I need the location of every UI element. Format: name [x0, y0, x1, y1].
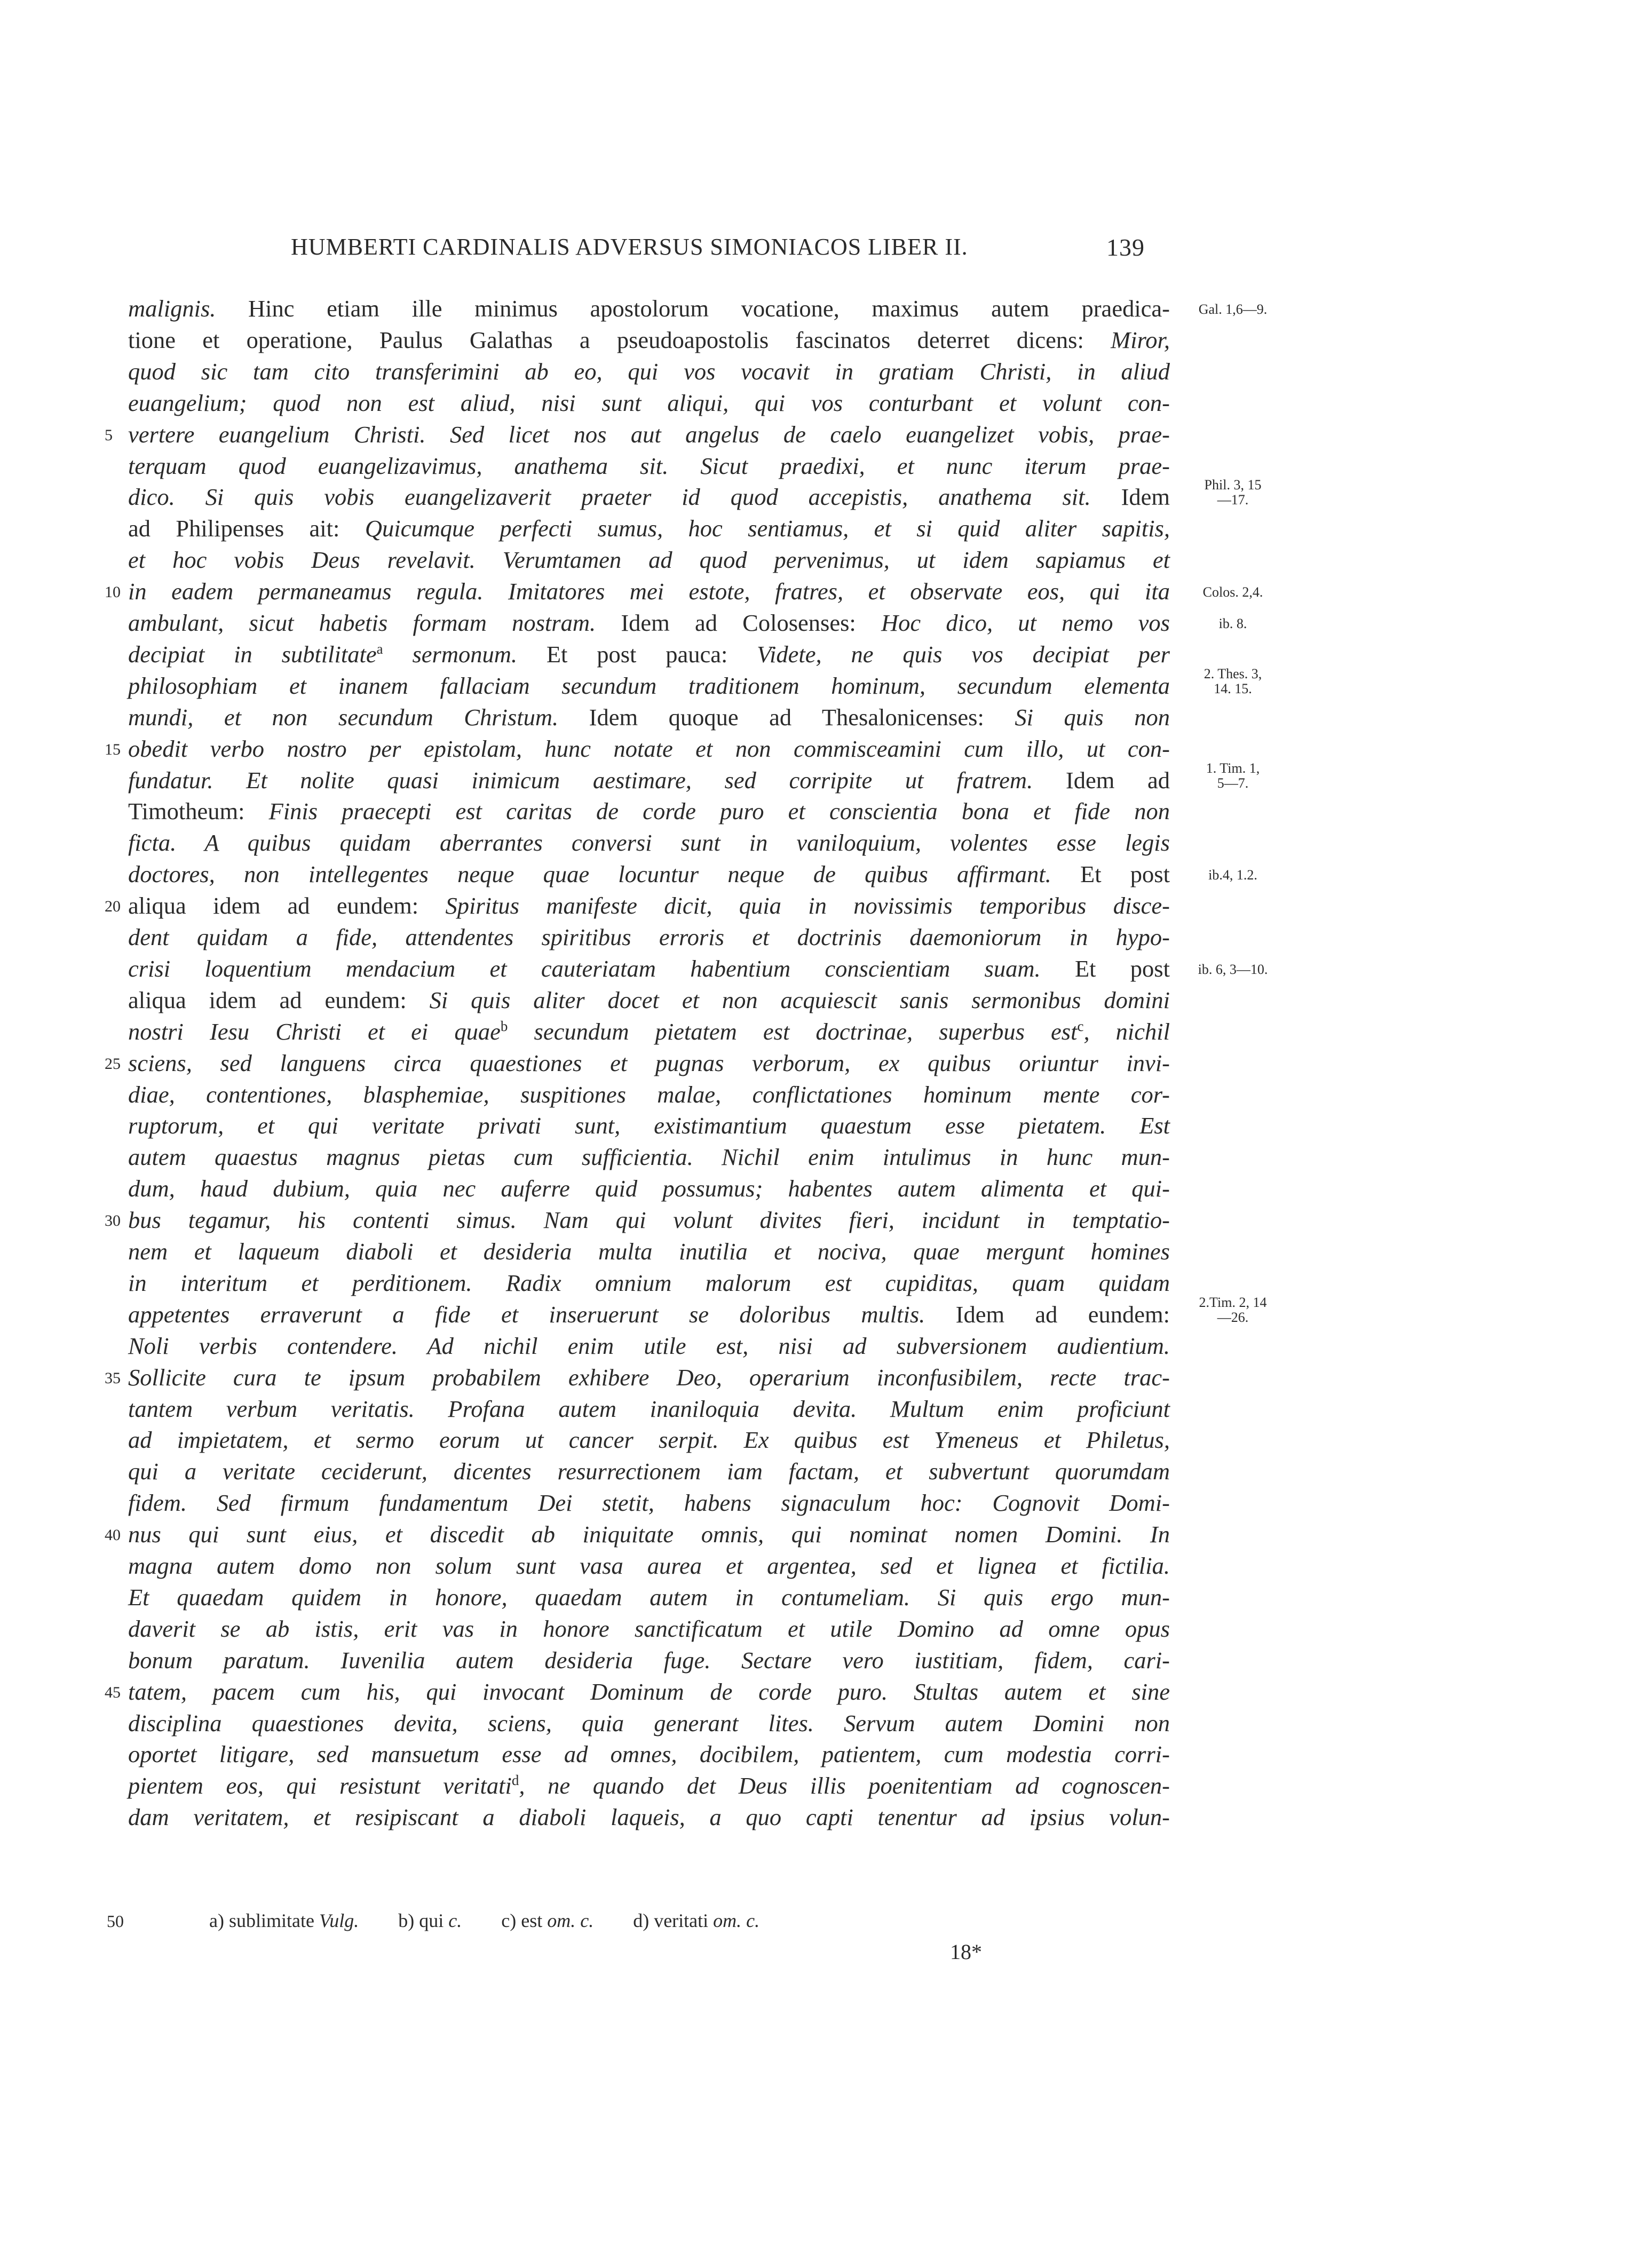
text-line — [128, 1613, 1170, 1645]
marginal-reference — [1179, 1295, 1286, 1325]
marginal-reference-line: —26. — [1217, 1309, 1249, 1325]
text-segment: Idem ad Colosenses: — [596, 609, 881, 636]
marginal-reference — [1179, 868, 1286, 883]
text-segment: , ne quando det Deus illis poenitentiam ad cognoscen- — [519, 1772, 1170, 1799]
line-number: 20 — [105, 898, 121, 916]
text-line — [128, 1770, 1170, 1802]
text-line — [128, 387, 1170, 419]
text-segment: Hinc etiam ille minimus apostolorum vocatione, maximus autem praedica- — [216, 295, 1170, 322]
signature-mark: 18* — [950, 1940, 982, 1964]
footnotes — [209, 1909, 799, 1932]
text-line — [128, 575, 1170, 607]
text-line — [128, 1235, 1170, 1267]
text-line — [128, 1801, 1170, 1833]
footnote-text: c) est — [501, 1910, 548, 1931]
text-line — [128, 638, 1170, 670]
text-line — [128, 827, 1170, 859]
text-line — [128, 1644, 1170, 1676]
text-line — [128, 795, 1170, 827]
text-segment: diae, contentiones, blasphemiae, suspitiones malae, conflictationes hominum mente cor- — [128, 1081, 1170, 1108]
text-segment: in eadem permaneamus regula. Imitatores mei estote, fratres, et observate eos, qui ita — [128, 578, 1170, 605]
text-segment: euangelium; quod non est aliud, nisi sunt aliqui, qui vos conturbant et volunt con- — [128, 389, 1170, 416]
text-line — [128, 1393, 1170, 1425]
text-segment: dum, haud dubium, quia nec auferre quid possumus; habentes autem alimenta et qui- — [128, 1175, 1170, 1202]
text-segment: tatem, pacem cum his, qui invocant Dominum de corde puro. Stultas autem et sine — [128, 1678, 1170, 1705]
footnote-marker: d — [511, 1772, 519, 1789]
marginal-reference — [1179, 962, 1286, 977]
line-number: 25 — [105, 1054, 121, 1073]
text-line — [128, 544, 1170, 576]
footnote — [501, 1910, 593, 1931]
text-segment: quod sic tam cito transferimini ab eo, qui vos vocavit in gratiam Christi, in aliud — [128, 358, 1170, 385]
text-segment: Sollicite cura te ipsum probabilem exhibere Deo, operarium inconfusibilem, recte trac- — [128, 1363, 1170, 1391]
text-segment: fundatur. Et nolite quasi inimicum aestimare, sed corripite ut fratrem. — [128, 766, 1033, 794]
text-line — [128, 324, 1170, 356]
text-segment: dent quidam a fide, attendentes spiritibus erroris et doctrinis daemoniorum in hypo- — [128, 924, 1170, 950]
text-segment: oportet litigare, sed mansuetum esse ad omnes, docibilem, patientem, cum modestia corri- — [128, 1741, 1170, 1768]
text-segment: ad Philipenses ait: — [128, 515, 365, 542]
text-segment: Videte, ne quis vos decipiat per — [757, 640, 1170, 668]
marginal-reference — [1179, 616, 1286, 631]
text-line — [128, 733, 1170, 765]
footnote-marker: a — [376, 640, 383, 657]
footnote-source: om. c. — [547, 1910, 594, 1931]
line-number: 5 — [105, 426, 113, 444]
text-segment: vertere euangelium Christi. Sed licet nos aut angelus de caelo euangelizet vobis, prae- — [128, 421, 1170, 448]
text-segment: doctores, non intellegentes neque quae locuntur neque de quibus affirmant. — [128, 861, 1051, 888]
text-segment: daverit se ab istis, erit vas in honore sanctificatum et utile Domino ad omne opus — [128, 1615, 1170, 1642]
text-segment: Noli verbis contendere. Ad nichil enim utile est, nisi ad subversionem audientium. — [128, 1332, 1170, 1359]
text-segment: nem et laqueum diaboli et desideria multa inutilia et nociva, quae mergunt homines — [128, 1238, 1170, 1265]
text-segment: fidem. Sed firmum fundamentum Dei stetit, habens signaculum hoc: Cognovit Domi- — [128, 1489, 1170, 1517]
text-segment: decipiat in subtilitate — [128, 640, 377, 668]
text-segment: Si quis non — [1015, 703, 1170, 731]
marginal-reference-line: 1. Tim. 1, — [1206, 760, 1260, 776]
text-line — [128, 1016, 1170, 1048]
page-number: 139 — [1106, 234, 1145, 261]
text-segment: Idem ad — [1033, 766, 1170, 794]
text-line — [128, 953, 1170, 985]
marginal-reference-line: 14. 15. — [1214, 680, 1252, 696]
footnote-marker: c — [1077, 1018, 1084, 1034]
marginal-reference — [1179, 478, 1286, 507]
text-segment: philosophiam et inanem fallaciam secundum traditionem hominum, secundum elementa — [128, 672, 1170, 699]
footnote — [633, 1910, 759, 1931]
text-segment: Finis praecepti est caritas de corde puro et conscientia bona et fide non — [268, 798, 1170, 825]
text-line — [128, 1298, 1170, 1330]
text-segment: malignis. — [128, 295, 216, 322]
text-segment: et hoc vobis Deus revelavit. Verumtamen ad quod pervenimus, ut idem sapiamus et — [128, 546, 1170, 574]
text-segment: Et quaedam quidem in honore, quaedam autem in contumeliam. Si quis ergo mun- — [128, 1583, 1170, 1611]
text-segment: autem quaestus magnus pietas cum sufficientia. Nichil enim intulimus in hunc mun- — [128, 1144, 1170, 1171]
text-segment: Quicumque perfecti sumus, hoc sentiamus, et si quid aliter sapitis, — [365, 515, 1170, 542]
text-line — [128, 890, 1170, 922]
text-segment: in interitum et perditionem. Radix omnium malorum est cupiditas, quam quidam — [128, 1269, 1170, 1296]
marginal-reference-line: 2. Thes. 3, — [1203, 665, 1262, 681]
footnote — [209, 1910, 359, 1931]
running-title: HUMBERTI CARDINALIS ADVERSUS SIMONIACOS LIBER II. — [291, 234, 968, 260]
footnote-source: Vulg. — [319, 1910, 359, 1931]
text-segment: Et post — [1040, 955, 1170, 982]
text-segment: magna autem domo non solum sunt vasa aurea et argentea, sed et lignea et fictilia. — [128, 1552, 1170, 1579]
footnote-text: d) veritati — [633, 1910, 714, 1931]
text-line — [128, 355, 1170, 387]
marginal-reference — [1179, 302, 1286, 317]
text-line — [128, 1047, 1170, 1079]
footnote-source: c. — [448, 1910, 462, 1931]
text-segment: Et post — [1051, 861, 1170, 888]
text-segment: ambulant, sicut habetis formam nostram. — [128, 609, 596, 636]
text-segment: qui a veritate ceciderunt, dicentes resurrectionem iam factam, et subvertunt quorumdam — [128, 1458, 1170, 1485]
footnote-text: a) sublimitate — [209, 1910, 319, 1931]
text-line — [128, 701, 1170, 733]
text-line — [128, 292, 1170, 324]
text-line — [128, 1581, 1170, 1613]
text-line — [128, 512, 1170, 544]
text-line — [128, 984, 1170, 1016]
text-line — [128, 1172, 1170, 1204]
footnote-marker: b — [500, 1018, 508, 1034]
text-segment: Timotheum: — [128, 798, 269, 825]
text-segment: Idem ad eundem: — [925, 1300, 1170, 1328]
text-line — [128, 1079, 1170, 1111]
text-segment: Miror, — [1111, 326, 1170, 353]
text-line — [128, 1267, 1170, 1299]
text-segment: tantem verbum veritatis. Profana autem inaniloquia devita. Multum enim proficiunt — [128, 1395, 1170, 1422]
text-line — [128, 1550, 1170, 1582]
text-line — [128, 450, 1170, 482]
text-line — [128, 1141, 1170, 1173]
text-line — [128, 481, 1170, 513]
text-line — [128, 921, 1170, 953]
line-number: 10 — [105, 583, 121, 601]
line-number: 30 — [105, 1212, 121, 1230]
text-line — [128, 1676, 1170, 1708]
line-number: 40 — [105, 1526, 121, 1544]
marginal-reference-line: 2.Tim. 2, 14 — [1199, 1294, 1267, 1310]
marginal-reference-line: ib. 8. — [1218, 616, 1247, 631]
text-line — [128, 1361, 1170, 1393]
text-segment: pientem eos, qui resistunt veritati — [128, 1772, 512, 1799]
text-segment: Spiritus manifeste dicit, quia in novissimis temporibus disce- — [445, 892, 1170, 919]
text-segment: dam veritatem, et resipiscant a diaboli laqueis, a quo capti tenentur ad ipsius volun- — [128, 1804, 1170, 1831]
text-segment: Idem quoque ad Thesalonicenses: — [558, 703, 1015, 731]
text-segment: tione et operatione, Paulus Galathas a pseudoapostolis fascinatos deterret dicens: — [128, 326, 1111, 353]
line-number: 15 — [105, 740, 121, 758]
text-line — [128, 670, 1170, 702]
text-segment: ficta. A quibus quidam aberrantes conversi sunt in vaniloquium, volentes esse legis — [128, 829, 1170, 857]
text-segment: terquam quod euangelizavimus, anathema sit. Sicut praedixi, et nunc iterum prae- — [128, 452, 1170, 479]
text-segment: , nichil — [1083, 1018, 1170, 1045]
text-segment: aliqua idem ad eundem: — [128, 986, 430, 1013]
text-segment: aliqua idem ad eundem: — [128, 892, 446, 919]
text-segment: sermonum. — [383, 640, 517, 668]
text-line — [128, 1424, 1170, 1456]
text-segment: bus tegamur, his contenti simus. Nam qui volunt divites fieri, incidunt in temptatio- — [128, 1207, 1170, 1234]
text-segment: nostri Iesu Christi et ei quae — [128, 1018, 501, 1045]
text-segment: ruptorum, et qui veritate privati sunt, existimantium quaestum esse pietatem. Est — [128, 1112, 1170, 1139]
text-line — [128, 1204, 1170, 1236]
marginal-reference-line: Colos. 2,4. — [1202, 584, 1263, 600]
text-segment: ad impietatem, et sermo eorum ut cancer serpit. Ex quibus est Ymeneus et Philetus, — [128, 1426, 1170, 1454]
text-segment: bonum paratum. Iuvenilia autem desideria fuge. Sectare vero iustitiam, fidem, cari- — [128, 1646, 1170, 1674]
text-line — [128, 1707, 1170, 1739]
footnote-text: b) qui — [398, 1910, 449, 1931]
text-segment: Idem — [1090, 483, 1170, 511]
text-segment: appetentes erraverunt a fide et inseruerunt se doloribus multis. — [128, 1300, 925, 1328]
text-segment: nus qui sunt eius, et discedit ab iniquitate omnis, qui nominat nomen Domini. In — [128, 1521, 1170, 1548]
text-segment: obedit verbo nostro per epistolam, hunc notate et non commisceamini cum illo, ut con- — [128, 735, 1170, 762]
marginal-reference — [1179, 667, 1286, 696]
marginal-reference — [1179, 761, 1286, 791]
text-line — [128, 1738, 1170, 1770]
text-line — [128, 858, 1170, 890]
footnote-line-number: 50 — [107, 1912, 124, 1931]
marginal-reference-line: ib.4, 1.2. — [1208, 867, 1257, 883]
text-line — [128, 764, 1170, 796]
text-line — [128, 1487, 1170, 1519]
text-segment: crisi loquentium mendacium et cauteriatam habentium conscientiam suam. — [128, 955, 1041, 982]
text-segment: secundum pietatem est doctrinae, superbus est — [508, 1018, 1078, 1045]
text-segment: Et post pauca: — [517, 640, 757, 668]
text-line — [128, 418, 1170, 450]
text-line — [128, 1518, 1170, 1550]
text-line — [128, 1330, 1170, 1362]
text-line — [128, 607, 1170, 639]
line-number: 45 — [105, 1683, 121, 1701]
text-segment: dico. Si quis vobis euangelizaverit praeter id quod accepistis, anathema sit. — [128, 483, 1091, 511]
marginal-reference-line: —17. — [1217, 492, 1249, 508]
text-segment: Hoc dico, ut nemo vos — [881, 609, 1170, 636]
text-line — [128, 1455, 1170, 1487]
text-segment: Si quis aliter docet et non acquiescit sanis sermonibus domini — [429, 986, 1170, 1013]
footnote-source: om. c. — [713, 1910, 760, 1931]
footnote — [398, 1910, 462, 1931]
marginal-reference — [1179, 585, 1286, 600]
text-line — [128, 1109, 1170, 1141]
text-segment: disciplina quaestiones devita, sciens, quia generant lites. Servum autem Domini non — [128, 1709, 1170, 1736]
marginal-reference-line: Phil. 3, 15 — [1204, 477, 1262, 493]
text-segment: sciens, sed languens circa quaestiones et pugnas verborum, ex quibus oriuntur invi- — [128, 1049, 1170, 1076]
line-number: 35 — [105, 1369, 121, 1387]
marginal-reference-line: 5—7. — [1217, 775, 1249, 791]
marginal-reference-line: ib. 6, 3—10. — [1198, 961, 1268, 977]
marginal-reference-line: Gal. 1,6—9. — [1198, 302, 1268, 317]
text-segment: mundi, et non secundum Christum. — [128, 703, 559, 731]
